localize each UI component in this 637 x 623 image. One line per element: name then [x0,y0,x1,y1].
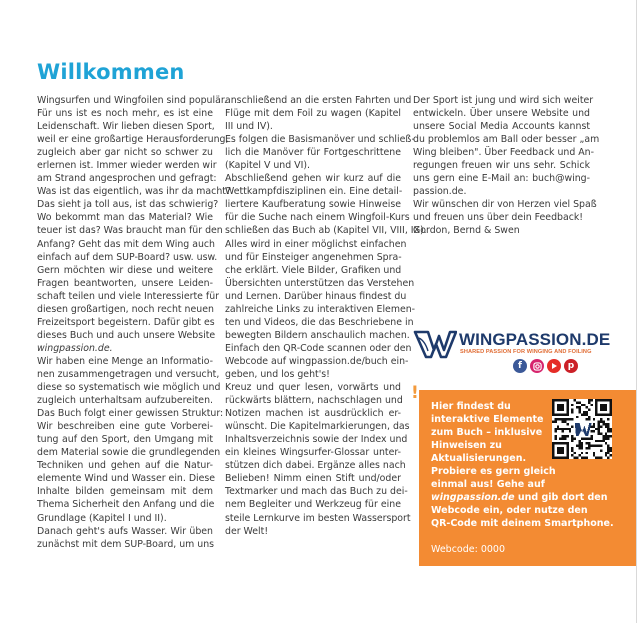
text-line: Anfang? Geht das mit dem Wing auch [37,238,215,250]
text-line: Das Buch folgt einer gewissen Struktur: [37,408,224,420]
text-line: Notizen machen ist ausdrücklich er- [225,408,401,420]
text-line: zunächst mit dem SUP-Board, um uns [37,538,215,550]
text-line: Leidenschaft. Wir lieben diesen Sport, [37,121,215,133]
text-line: Für uns ist es noch mehr, es ist eine [37,108,213,120]
text-line: uns gern eine E-Mail an: buch@wing- [413,173,590,185]
page-title: Willkommen [37,60,185,84]
text-line: Wir wünschen dir von Herzen viel Spaß [413,199,597,211]
text-line: Wir haben eine Menge an Informatio- [37,355,213,367]
text-line: Wingsurfen und Wingfoilen sind populär. [37,95,227,106]
info-marker-icon: ! [411,383,419,403]
text-line: che erklärt. Viele Bilder, Grafiken und [225,264,402,276]
text-line: Freizeitsport begeistern. Dafür gibt es [37,316,215,328]
text-line: Gordon, Bernd & Swen [413,225,520,237]
text-line: der Welt! [225,525,269,537]
text-line: rückwärts blättern, nachschlagen und [225,395,403,407]
text-line: Thema Sicherheit den Anfang und die [37,499,215,511]
text-line: passion.de. [413,186,467,198]
text-line: unsere Social Media Accounts kannst [413,121,590,133]
text-line: am Strand angesprochen und gefragt: [37,173,217,185]
text-line: Webcode auf wingpassion.de/buch ein- [225,355,409,367]
text-line: weil er eine großartige Herausforderung, [37,134,229,146]
text-line: III und IV). [225,121,273,133]
text-line: steile Lernkurve im besten Wassersport [225,512,411,524]
brand-tagline: SHARED PASSION FOR WINGING AND FOILING [460,349,592,355]
text-line: Kreuz und quer lesen, vorwärts und [225,382,401,394]
text-line: Wing bleiben". Über Feedback und An- [413,147,594,159]
pinterest-icon[interactable]: p [564,359,578,373]
social-links [513,359,578,373]
callout-line: einmal aus! Gehe auf [431,479,545,491]
text-line: Inhalte bilden gemeinsam mit dem [37,486,213,498]
text-line: diesen großartigen, noch recht neuen [37,303,214,315]
callout-line: Probiere es gern gleich [431,466,556,478]
text-line: schließen das Buch ab (Kapitel VII, VIII, IX). [225,225,427,237]
text-line: einfach auf dem SUP-Board? usw. usw. [37,251,218,263]
text-line: zugleich unterhaltsam aufzubereiten. [37,395,213,407]
text-line: Textmarker und mach das Buch zu dei- [225,486,408,498]
text-line: anschließend an die ersten Fahrten und [225,95,412,106]
text-line: dieses Buch und auch unsere Website [37,329,216,341]
text-line: Techniken und gehen auf die Natur- [37,460,213,472]
text-line: Wettkampfdisziplinen ein. Eine detail- [225,186,403,198]
wing-logo-icon [413,329,457,359]
text-line: Fragen beantworten, unsere Leiden- [37,277,213,289]
callout-line: wingpassion.de und gib dort den [431,492,608,504]
callout-line: zum Buch – inklusive [431,427,543,439]
text-line: diese so systematisch wie möglich und [37,382,221,394]
brand-name: WINGPASSION.DE [459,330,611,349]
text-line: du problemlos am Ball oder besser „am [413,134,600,146]
text-line: bewegten Bildern anschaulich machen. [225,329,410,341]
text-line: Das sieht ja toll aus, ist das schwierig? [37,199,219,211]
text-column-2 [225,94,427,538]
text-column-3 [413,94,600,238]
facebook-icon[interactable]: f [513,359,527,373]
text-line: Danach geht's aufs Wasser. Wir üben [37,525,213,537]
text-column-1 [37,94,231,551]
text-line: Übersichten unterstützen das Verstehen [225,277,415,289]
callout-line: Webcode ein, oder nutze den [431,505,588,517]
text-line: Inhaltsverzeichnis sowie der Index und [225,434,408,446]
text-line: lich die Manöver für Fortgeschrittene [225,147,401,159]
text-line: Was ist das eigentlich, was ihr da macht? [37,186,231,198]
text-line: regungen freuen wir uns sehr. Schick [413,160,590,172]
text-line: dem Material sowie die grundlegenden [37,447,221,459]
callout-line: Hinweisen zu [431,440,502,452]
webcode-label: Webcode: 0000 [431,544,506,555]
instagram-icon[interactable] [530,359,544,373]
text-line: Belieben! Nimm einen Stift und/oder [225,473,401,485]
callout-line: Aktualisierungen. [431,453,527,465]
text-line: schaft teilen und viele Interessierte für [37,290,220,302]
text-line: Grundlage (Kapitel I und II). [37,512,167,524]
text-line: zugleich aber gar nicht so schwer zu [37,147,213,159]
text-line: und für Einsteiger angenehmen Spra- [225,251,402,263]
text-line: ein kleines Wingsurfer-Glossar unter- [225,447,401,459]
text-line: wünscht. Die Kapitelmarkierungen, das [225,421,410,433]
text-line: Wir beschreiben eine gute Vorberei- [37,421,213,433]
text-line: Einfach den QR-Code scannen oder den [225,342,412,354]
text-line: Flüge mit dem Foil zu wagen (Kapitel [225,108,401,120]
text-line: zahlreiche Links zu interaktiven Elemen- [225,303,416,315]
callout-line: QR-Code mit deinem Smartphone. [431,518,614,530]
text-line: tung auf den Sport, den Umgang mit [37,434,213,446]
text-line: Abschließend gehen wir kurz auf die [225,173,401,185]
text-line: liertere Kaufberatung sowie Hinweise [225,199,401,211]
text-line: und freuen uns über dein Feedback! [413,212,584,224]
text-line: ten und Videos, die das Beschriebene in [225,316,414,328]
text-line: Alles wird in einer möglichst einfachen [225,238,407,250]
text-line: erlernen ist. Immer wieder werden wir [37,160,217,172]
callout-line: interaktive Elemente [431,414,544,426]
callout-line: Hier findest du [431,401,511,412]
text-line: (Kapitel V und VI). [225,160,310,172]
text-line: nen zusammengetragen und versucht, [37,368,220,380]
text-line: und Lernen. Darüber hinaus findest du [225,290,407,302]
text-line: wingpassion.de. [37,342,113,354]
text-line: entwickeln. Über unsere Website und [413,108,590,120]
qr-code-icon[interactable] [552,399,612,459]
text-line: geben, und los geht's! [225,368,330,380]
text-line: stützen dich dabei. Ergänze alles nach [225,460,406,472]
text-line: elemente Wind und Wasser ein. Diese [37,473,216,485]
text-line: Der Sport ist jung und wird sich weiter [413,95,594,106]
text-line: Gern möchten wir diese und weitere [37,264,213,276]
text-line: nem Begleiter und Werkzeug für eine [225,499,401,511]
text-line: Wo bekommt man das Material? Wie [37,212,213,224]
interactive-elements-callout [419,390,636,566]
youtube-icon[interactable] [547,359,561,373]
text-line: Es folgen die Basismanöver und schließ- [225,134,415,146]
text-line: für die Suche nach einem Wingfoil-Kurs [225,212,410,224]
text-line: teuer ist das? Was braucht man für den [37,225,223,237]
